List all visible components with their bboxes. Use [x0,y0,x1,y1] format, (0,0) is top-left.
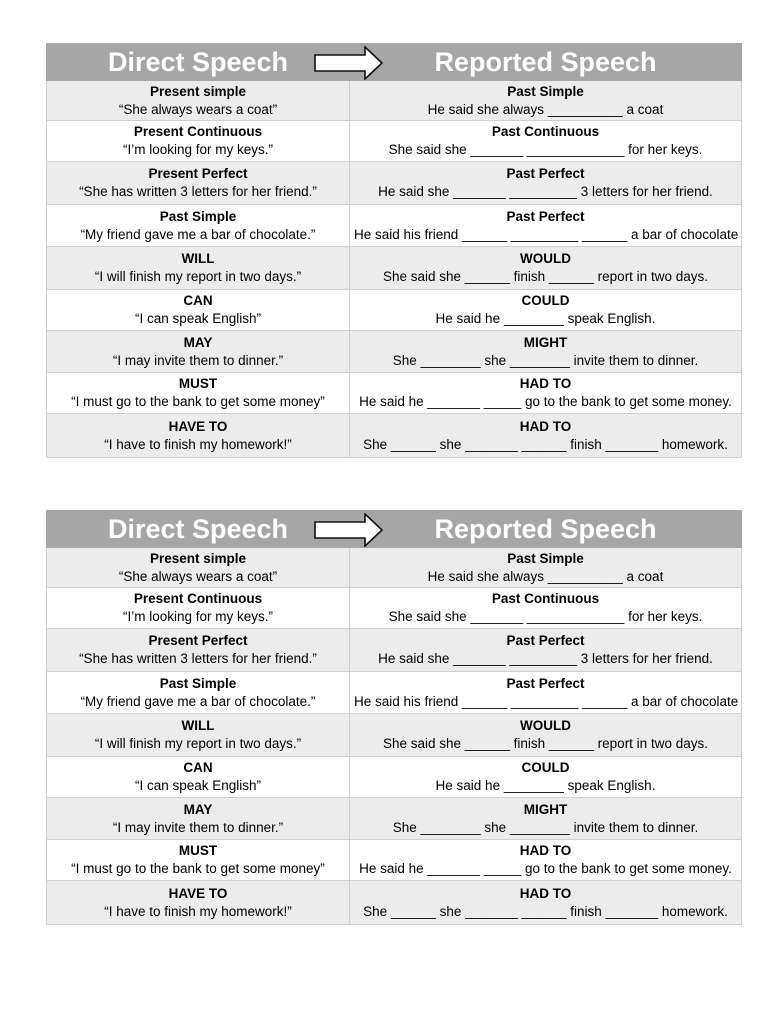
direct-sentence: “I may invite them to dinner.” [112,352,284,368]
reported-tense: Past Continuous [491,124,600,139]
reported-sentence: He said she always __________ a coat [427,101,664,117]
reported-sentence: He said he ________ speak English. [435,778,656,793]
reported-cell [350,205,742,247]
table-row [47,331,742,373]
reported-tense: Past Simple [507,550,584,566]
direct-tense: MAY [183,334,213,350]
reported-tense: Past Perfect [506,208,585,224]
reported-cell [350,840,742,881]
table-row [47,373,742,414]
direct-tense: WILL [181,251,215,266]
direct-cell [47,840,350,881]
table-row [47,414,742,458]
table-row [47,205,742,247]
reported-cell [350,757,742,798]
table-row [47,162,742,205]
reported-sentence: She said she _______ _____________ for her keys. [388,609,703,624]
direct-speech-header [47,511,350,548]
reported-cell [350,121,742,162]
reported-sentence: He said he _______ _____ go to the bank to get some money. [359,394,732,409]
direct-tense: Present Perfect [148,633,248,648]
direct-tense: MUST [178,843,218,858]
reported-cell [350,331,742,373]
direct-cell [47,247,350,290]
reported-sentence: She said she _______ _____________ for her keys. [388,142,703,157]
reported-sentence: She said she ______ finish ______ report in two days. [383,269,708,284]
reported-tense: MIGHT [523,334,568,350]
reported-sentence: She ________ she ________ invite them to dinner. [392,819,699,835]
direct-cell [47,672,350,714]
worksheet-table-2 [46,510,742,925]
reported-sentence: He said she always __________ a coat [427,568,664,584]
table-row [47,548,742,588]
direct-tense: Present simple [149,83,247,99]
direct-tense: Past Simple [159,675,237,691]
reported-cell [350,714,742,757]
direct-sentence: “I must go to the bank to get some money” [71,394,325,409]
direct-speech-title: Direct Speech [107,47,289,77]
reported-tense: Past Continuous [491,591,600,606]
direct-tense: MAY [183,801,213,817]
direct-sentence: “I must go to the bank to get some money” [71,861,325,876]
reported-tense: WOULD [520,718,571,733]
reported-tense: Past Perfect [506,166,585,181]
table-row [47,247,742,290]
direct-cell [47,757,350,798]
reported-tense: HAD TO [519,418,572,434]
direct-cell [47,81,350,121]
worksheet-table-1 [46,43,742,458]
reported-cell [350,881,742,925]
table-row [47,840,742,881]
direct-cell [47,548,350,588]
direct-sentence: “I can speak English” [134,778,262,793]
table-row [47,714,742,757]
reported-tense: HAD TO [519,376,572,391]
table-row [47,798,742,840]
reported-tense: MIGHT [523,801,568,817]
direct-cell [47,331,350,373]
direct-sentence: “She always wears a coat” [118,101,278,117]
direct-sentence: “I have to finish my homework!” [104,436,292,452]
direct-sentence: “My friend gave me a bar of chocolate.” [80,226,316,242]
direct-sentence: “I have to finish my homework!” [104,903,292,919]
reported-tense: WOULD [520,251,571,266]
direct-cell [47,121,350,162]
table-row [47,629,742,672]
reported-cell [350,290,742,331]
reported-cell [350,629,742,672]
reported-sentence: She ________ she ________ invite them to dinner. [392,352,699,368]
direct-speech-title: Direct Speech [107,514,289,544]
reported-tense: COULD [521,760,570,775]
direct-speech-header [47,44,350,81]
direct-cell [47,881,350,925]
reported-tense: Past Perfect [506,675,585,691]
direct-tense: CAN [183,760,213,775]
reported-cell [350,162,742,205]
table-row [47,672,742,714]
reported-sentence: He said she _______ _________ 3 letters for her friend. [378,184,713,199]
table-row [47,290,742,331]
direct-cell [47,714,350,757]
reported-cell [350,588,742,629]
direct-cell [47,629,350,672]
direct-cell [47,205,350,247]
direct-sentence: “I may invite them to dinner.” [112,819,284,835]
direct-tense: Present Continuous [133,591,263,606]
reported-cell [350,414,742,458]
table-row [47,881,742,925]
direct-sentence: “I will finish my report in two days.” [94,269,302,284]
table-row [47,121,742,162]
direct-tense: Present Continuous [133,124,263,139]
direct-sentence: “I’m looking for my keys.” [122,142,274,157]
reported-sentence: He said his friend ______ _________ ______ a bar of chocolate [354,693,739,709]
direct-tense: HAVE TO [168,885,228,901]
direct-cell [47,588,350,629]
direct-cell [47,162,350,205]
direct-tense: HAVE TO [168,418,228,434]
direct-tense: CAN [183,293,213,308]
direct-tense: MUST [178,376,218,391]
reported-tense: Past Perfect [506,633,585,648]
reported-sentence: He said his friend ______ _________ ______ a bar of chocolate [354,226,739,242]
reported-sentence: He said he ________ speak English. [435,311,656,326]
reported-tense: Past Simple [507,83,584,99]
reported-speech-title: Reported Speech [434,47,657,77]
reported-cell [350,548,742,588]
direct-sentence: “She always wears a coat” [118,568,278,584]
reported-tense: HAD TO [519,843,572,858]
reported-tense: COULD [521,293,570,308]
reported-speech-title: Reported Speech [434,514,657,544]
header-row [47,511,742,548]
speech-table [46,43,742,458]
reported-tense: HAD TO [519,885,572,901]
reported-speech-header [350,44,742,81]
reported-cell [350,373,742,414]
right-arrow-icon [314,513,384,547]
direct-tense: Past Simple [159,208,237,224]
direct-cell [47,798,350,840]
reported-cell [350,672,742,714]
direct-cell [47,414,350,458]
direct-sentence: “She has written 3 letters for her friend.” [79,651,317,666]
direct-cell [47,290,350,331]
direct-sentence: “She has written 3 letters for her friend.” [79,184,317,199]
reported-cell [350,81,742,121]
reported-sentence: He said he _______ _____ go to the bank to get some money. [359,861,732,876]
direct-tense: Present simple [149,550,247,566]
direct-tense: Present Perfect [148,166,248,181]
direct-sentence: “I’m looking for my keys.” [122,609,274,624]
speech-table [46,510,742,925]
reported-cell [350,247,742,290]
reported-cell [350,798,742,840]
direct-tense: WILL [181,718,215,733]
table-row [47,81,742,121]
direct-sentence: “I can speak English” [134,311,262,326]
reported-sentence: She ______ she _______ ______ finish _______ homework. [363,436,728,452]
header-row [47,44,742,81]
direct-sentence: “My friend gave me a bar of chocolate.” [80,693,316,709]
reported-speech-header [350,511,742,548]
table-row [47,588,742,629]
direct-cell [47,373,350,414]
reported-sentence: He said she _______ _________ 3 letters for her friend. [378,651,713,666]
right-arrow-icon [314,46,384,80]
table-row [47,757,742,798]
reported-sentence: She ______ she _______ ______ finish _______ homework. [363,903,728,919]
reported-sentence: She said she ______ finish ______ report in two days. [383,736,708,751]
direct-sentence: “I will finish my report in two days.” [94,736,302,751]
